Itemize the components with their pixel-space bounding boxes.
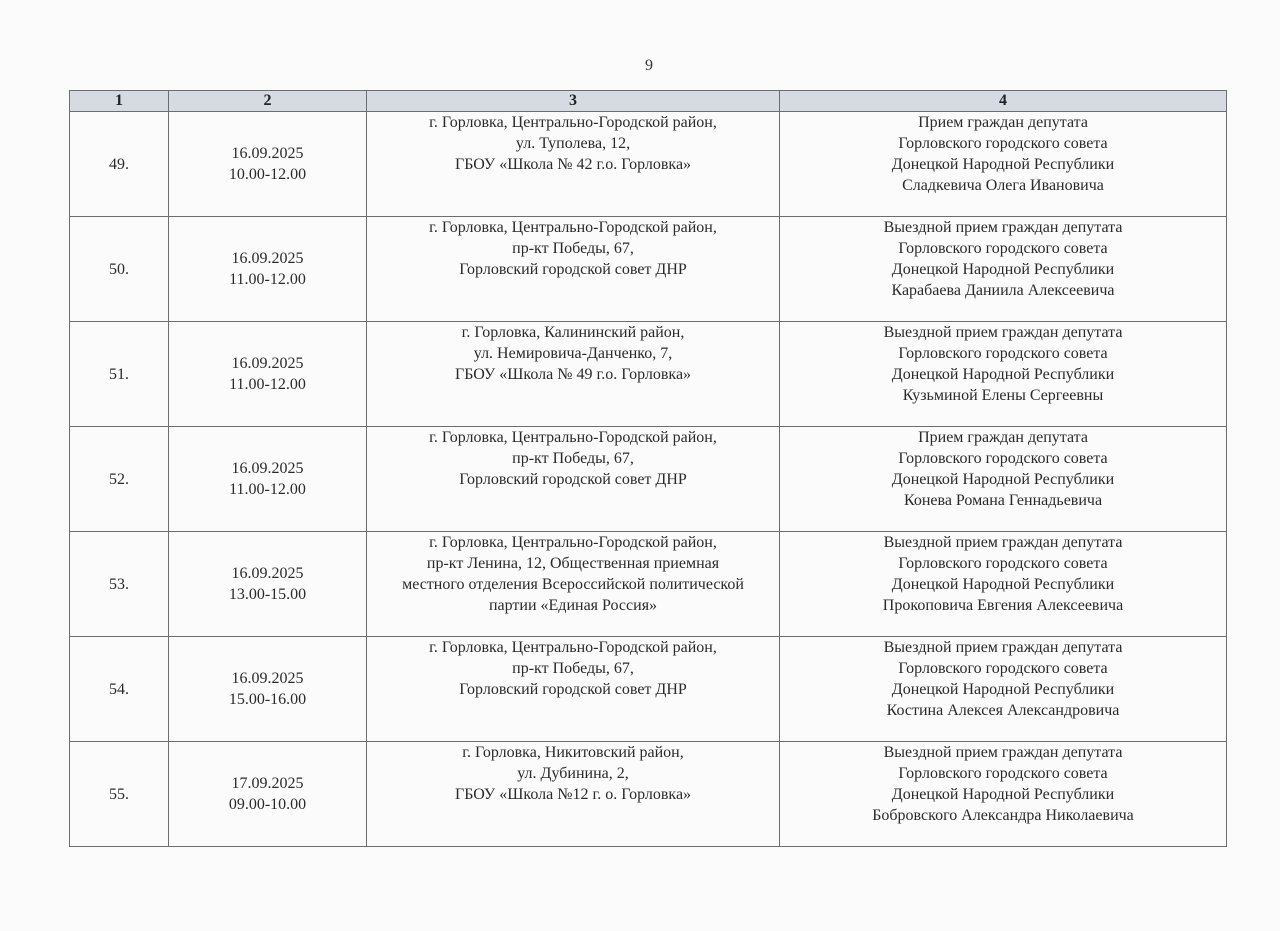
description-line: Костина Алексея Александровича	[886, 702, 1120, 719]
address-line: г. Горловка, Центрально-Городской район,	[429, 534, 717, 551]
description-cell	[780, 112, 1227, 217]
description-line: Выездной прием граждан депутата	[883, 534, 1123, 551]
date-time-cell	[169, 322, 367, 427]
table-row	[70, 532, 1227, 637]
date-time-cell	[169, 637, 367, 742]
table-row	[70, 322, 1227, 427]
description-cell	[780, 217, 1227, 322]
time-text: 11.00-12.00	[229, 376, 306, 393]
date-text: 16.09.2025	[231, 670, 304, 687]
row-number: 51.	[70, 322, 169, 427]
table-row	[70, 427, 1227, 532]
description-line: Горловского городского совета	[898, 765, 1108, 782]
description-line: Горловского городского совета	[898, 555, 1108, 572]
address-line: ГБОУ «Школа № 49 г.о. Горловка»	[454, 366, 692, 383]
description-line: Горловского городского совета	[898, 660, 1108, 677]
column-header-3: 3	[367, 91, 780, 112]
table-row	[70, 742, 1227, 847]
description-line: Карабаева Даниила Алексеевича	[891, 282, 1115, 299]
time-text: 10.00-12.00	[228, 166, 307, 183]
address-cell	[367, 322, 780, 427]
schedule-table	[69, 90, 1227, 847]
address-line: г. Горловка, Центрально-Городской район,	[429, 114, 717, 131]
row-number: 52.	[70, 427, 169, 532]
time-text: 11.00-12.00	[229, 271, 306, 288]
description-line: Донецкой Народной Республики	[891, 366, 1115, 383]
header-row	[70, 91, 1227, 112]
address-cell	[367, 742, 780, 847]
description-line: Горловского городского совета	[898, 450, 1108, 467]
description-line: Кузьминой Елены Сергеевны	[902, 387, 1104, 404]
column-header-2: 2	[169, 91, 367, 112]
description-line: Прием граждан депутата	[918, 429, 1088, 446]
description-line: Донецкой Народной Республики	[891, 156, 1115, 173]
address-line: Горловский городской совет ДНР	[459, 471, 687, 488]
description-line: Донецкой Народной Республики	[891, 471, 1115, 488]
description-line: Выездной прием граждан депутата	[883, 639, 1123, 656]
time-text: 15.00-16.00	[228, 691, 307, 708]
column-header-4: 4	[780, 91, 1227, 112]
description-line: Выездной прием граждан депутата	[883, 744, 1123, 761]
address-line: г. Горловка, Центрально-Городской район,	[429, 429, 717, 446]
date-time-cell	[169, 112, 367, 217]
address-line: ул. Туполева, 12,	[515, 135, 631, 152]
page-number: 9	[645, 57, 653, 74]
description-line: Выездной прием граждан депутата	[883, 324, 1123, 341]
date-text: 16.09.2025	[231, 145, 304, 162]
description-cell	[780, 322, 1227, 427]
table-row	[70, 637, 1227, 742]
row-number: 50.	[70, 217, 169, 322]
row-number: 53.	[70, 532, 169, 637]
description-line: Сладкевича Олега Ивановича	[902, 177, 1104, 194]
description-cell	[780, 742, 1227, 847]
address-cell	[367, 427, 780, 532]
address-line: пр-кт Ленина, 12, Общественная приемная	[426, 555, 720, 572]
address-cell	[367, 637, 780, 742]
table-row	[70, 112, 1227, 217]
description-line: Конева Романа Геннадьевича	[903, 492, 1103, 509]
address-line: Горловский городской совет ДНР	[459, 261, 687, 278]
address-line: Горловский городской совет ДНР	[459, 681, 687, 698]
date-time-cell	[169, 427, 367, 532]
description-line: Прокоповича Евгения Алексеевича	[882, 597, 1124, 614]
row-number: 55.	[70, 742, 169, 847]
description-cell	[780, 427, 1227, 532]
address-line: пр-кт Победы, 67,	[512, 660, 634, 677]
description-line: Донецкой Народной Республики	[891, 576, 1115, 593]
address-line: г. Горловка, Никитовский район,	[462, 744, 684, 761]
description-line: Горловского городского совета	[898, 345, 1108, 362]
description-line: Бобровского Александра Николаевича	[872, 807, 1134, 824]
address-line: ГБОУ «Школа № 42 г.о. Горловка»	[454, 156, 692, 173]
date-text: 16.09.2025	[231, 565, 304, 582]
address-line: г. Горловка, Центрально-Городской район,	[429, 639, 717, 656]
row-number: 54.	[70, 637, 169, 742]
date-time-cell	[169, 532, 367, 637]
address-line: пр-кт Победы, 67,	[512, 450, 634, 467]
address-line: ул. Дубинина, 2,	[517, 765, 629, 782]
description-line: Донецкой Народной Республики	[891, 261, 1115, 278]
address-line: партии «Единая Россия»	[488, 597, 658, 614]
date-text: 16.09.2025	[231, 250, 304, 267]
description-cell	[780, 532, 1227, 637]
time-text: 13.00-15.00	[228, 586, 307, 603]
description-cell	[780, 637, 1227, 742]
description-line: Донецкой Народной Республики	[891, 786, 1115, 803]
address-cell	[367, 532, 780, 637]
address-line: ул. Немировича-Данченко, 7,	[473, 345, 673, 362]
date-text: 16.09.2025	[231, 355, 304, 372]
address-line: г. Горловка, Калининский район,	[461, 324, 685, 341]
description-line: Прием граждан депутата	[918, 114, 1088, 131]
row-number: 49.	[70, 112, 169, 217]
time-text: 09.00-10.00	[228, 796, 307, 813]
date-time-cell	[169, 742, 367, 847]
table-row	[70, 217, 1227, 322]
time-text: 11.00-12.00	[229, 481, 306, 498]
address-line: пр-кт Победы, 67,	[512, 240, 634, 257]
address-line: местного отделения Всероссийской политической	[402, 576, 744, 593]
address-line: ГБОУ «Школа №12 г. о. Горловка»	[454, 786, 692, 803]
column-header-1: 1	[70, 91, 169, 112]
address-cell	[367, 112, 780, 217]
description-line: Выездной прием граждан депутата	[883, 219, 1123, 236]
address-line: г. Горловка, Центрально-Городской район,	[429, 219, 717, 236]
date-text: 16.09.2025	[231, 460, 304, 477]
address-cell	[367, 217, 780, 322]
description-line: Донецкой Народной Республики	[891, 681, 1115, 698]
description-line: Горловского городского совета	[898, 135, 1108, 152]
description-line: Горловского городского совета	[898, 240, 1108, 257]
date-time-cell	[169, 217, 367, 322]
date-text: 17.09.2025	[231, 775, 304, 792]
